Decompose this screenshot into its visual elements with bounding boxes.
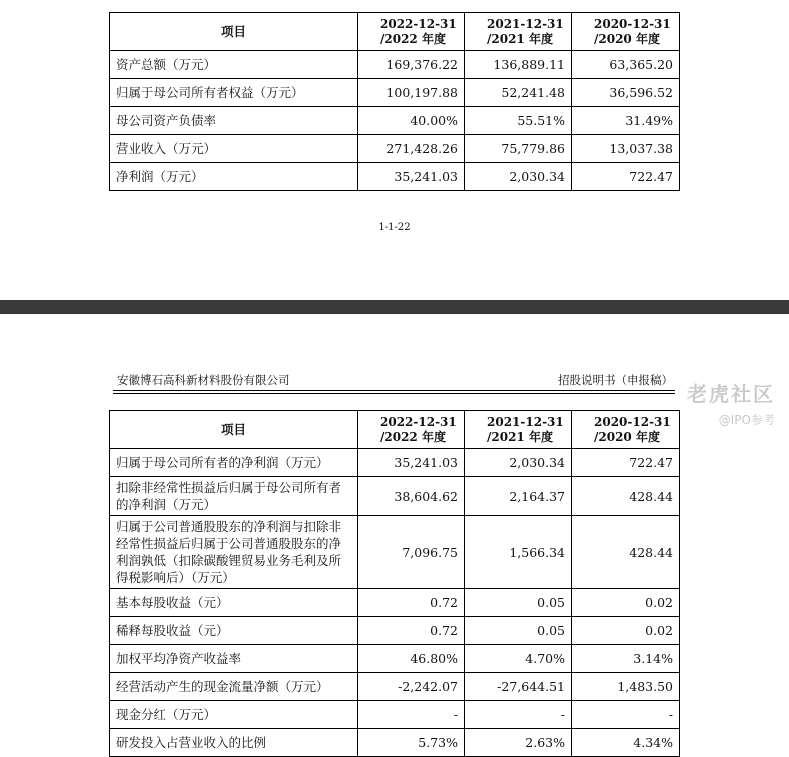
row-label: 净利润（万元） bbox=[110, 163, 358, 191]
cell-value: 0.05 bbox=[465, 589, 572, 617]
watermark bbox=[687, 378, 775, 428]
cell-value: 31.49% bbox=[572, 107, 680, 135]
cell-value: 428.44 bbox=[572, 477, 680, 516]
row-label: 归属于母公司所有者权益（万元） bbox=[110, 79, 358, 107]
cell-value: - bbox=[358, 701, 465, 729]
financial-summary-table-2 bbox=[109, 410, 680, 757]
cell-value: 2,030.34 bbox=[465, 449, 572, 477]
row-label: 归属于公司普通股股东的净利润与扣除非经常性损益后归属于公司普通股股东的净利润孰低（扣除碳酸锂贸易业务毛利及所得税影响后）（万元） bbox=[110, 516, 358, 589]
cell-value: 0.05 bbox=[465, 617, 572, 645]
cell-value: 100,197.88 bbox=[358, 79, 465, 107]
cell-value: 3.14% bbox=[572, 645, 680, 673]
cell-value: 35,241.03 bbox=[358, 449, 465, 477]
table-row bbox=[110, 79, 680, 107]
cell-value: 4.70% bbox=[465, 645, 572, 673]
cell-value: 0.02 bbox=[572, 617, 680, 645]
table-header-row bbox=[110, 13, 680, 51]
cell-value: - bbox=[572, 701, 680, 729]
row-label: 现金分红（万元） bbox=[110, 701, 358, 729]
row-label: 经营活动产生的现金流量净额（万元） bbox=[110, 673, 358, 701]
cell-value: 46.80% bbox=[358, 645, 465, 673]
watermark-handle: @IPO参考 bbox=[718, 413, 775, 427]
page-number: 1-1-22 bbox=[378, 222, 411, 233]
column-header-period: 2022-12-31 /2022 年度 bbox=[358, 13, 465, 51]
cell-value: 40.00% bbox=[358, 107, 465, 135]
table-row bbox=[110, 589, 680, 617]
table-row bbox=[110, 449, 680, 477]
cell-value: 2.63% bbox=[465, 729, 572, 757]
cell-value: 2,030.34 bbox=[465, 163, 572, 191]
cell-value: 136,889.11 bbox=[465, 51, 572, 79]
cell-value: 0.72 bbox=[358, 589, 465, 617]
cell-value: 7,096.75 bbox=[358, 516, 465, 589]
financial-summary-table-1 bbox=[109, 12, 680, 191]
cell-value: 35,241.03 bbox=[358, 163, 465, 191]
table-row bbox=[110, 51, 680, 79]
row-label: 营业收入（万元） bbox=[110, 135, 358, 163]
column-header-period: 2022-12-31 /2022 年度 bbox=[358, 411, 465, 449]
cell-value: 0.02 bbox=[572, 589, 680, 617]
cell-value: -27,644.51 bbox=[465, 673, 572, 701]
cell-value: 38,604.62 bbox=[358, 477, 465, 516]
cell-value: 0.72 bbox=[358, 617, 465, 645]
cell-value: 4.34% bbox=[572, 729, 680, 757]
column-header-item: 项目 bbox=[110, 13, 358, 51]
table-row bbox=[110, 617, 680, 645]
column-header-period: 2021-12-31 /2021 年度 bbox=[465, 13, 572, 51]
table-row bbox=[110, 477, 680, 516]
cell-value: 2,164.37 bbox=[465, 477, 572, 516]
document-page-2 bbox=[0, 314, 789, 751]
cell-value: 271,428.26 bbox=[358, 135, 465, 163]
table-row bbox=[110, 673, 680, 701]
cell-value: -2,242.07 bbox=[358, 673, 465, 701]
table-row bbox=[110, 107, 680, 135]
table-row bbox=[110, 135, 680, 163]
row-label: 稀释每股收益（元） bbox=[110, 617, 358, 645]
header-rule bbox=[113, 390, 675, 391]
table-header-row bbox=[110, 411, 680, 449]
row-label: 基本每股收益（元） bbox=[110, 589, 358, 617]
column-header-period: 2020-12-31 /2020 年度 bbox=[572, 13, 680, 51]
column-header-period: 2020-12-31 /2020 年度 bbox=[572, 411, 680, 449]
cell-value: 55.51% bbox=[465, 107, 572, 135]
header-rule-thin bbox=[113, 393, 675, 394]
cell-value: 13,037.38 bbox=[572, 135, 680, 163]
cell-value: 722.47 bbox=[572, 449, 680, 477]
watermark-brand: 老虎社区 bbox=[687, 382, 775, 406]
table-row bbox=[110, 701, 680, 729]
row-label: 扣除非经常性损益后归属于母公司所有者的净利润（万元） bbox=[110, 477, 358, 516]
table-row bbox=[110, 729, 680, 757]
company-name-header: 安徽博石高科新材料股份有限公司 bbox=[117, 373, 290, 387]
cell-value: 1,483.50 bbox=[572, 673, 680, 701]
row-label: 母公司资产负债率 bbox=[110, 107, 358, 135]
row-label: 研发投入占营业收入的比例 bbox=[110, 729, 358, 757]
cell-value: 75,779.86 bbox=[465, 135, 572, 163]
column-header-period: 2021-12-31 /2021 年度 bbox=[465, 411, 572, 449]
row-label: 资产总额（万元） bbox=[110, 51, 358, 79]
cell-value: 5.73% bbox=[358, 729, 465, 757]
table-row bbox=[110, 645, 680, 673]
cell-value: 63,365.20 bbox=[572, 51, 680, 79]
cell-value: 428.44 bbox=[572, 516, 680, 589]
row-label: 加权平均净资产收益率 bbox=[110, 645, 358, 673]
column-header-item: 项目 bbox=[110, 411, 358, 449]
document-page-1 bbox=[0, 0, 789, 300]
cell-value: 169,376.22 bbox=[358, 51, 465, 79]
cell-value: 722.47 bbox=[572, 163, 680, 191]
document-type-header: 招股说明书（申报稿） bbox=[558, 373, 673, 387]
page-separator bbox=[0, 300, 789, 314]
cell-value: - bbox=[465, 701, 572, 729]
cell-value: 52,241.48 bbox=[465, 79, 572, 107]
row-label: 归属于母公司所有者的净利润（万元） bbox=[110, 449, 358, 477]
table-row bbox=[110, 163, 680, 191]
cell-value: 1,566.34 bbox=[465, 516, 572, 589]
table-row bbox=[110, 516, 680, 589]
cell-value: 36,596.52 bbox=[572, 79, 680, 107]
